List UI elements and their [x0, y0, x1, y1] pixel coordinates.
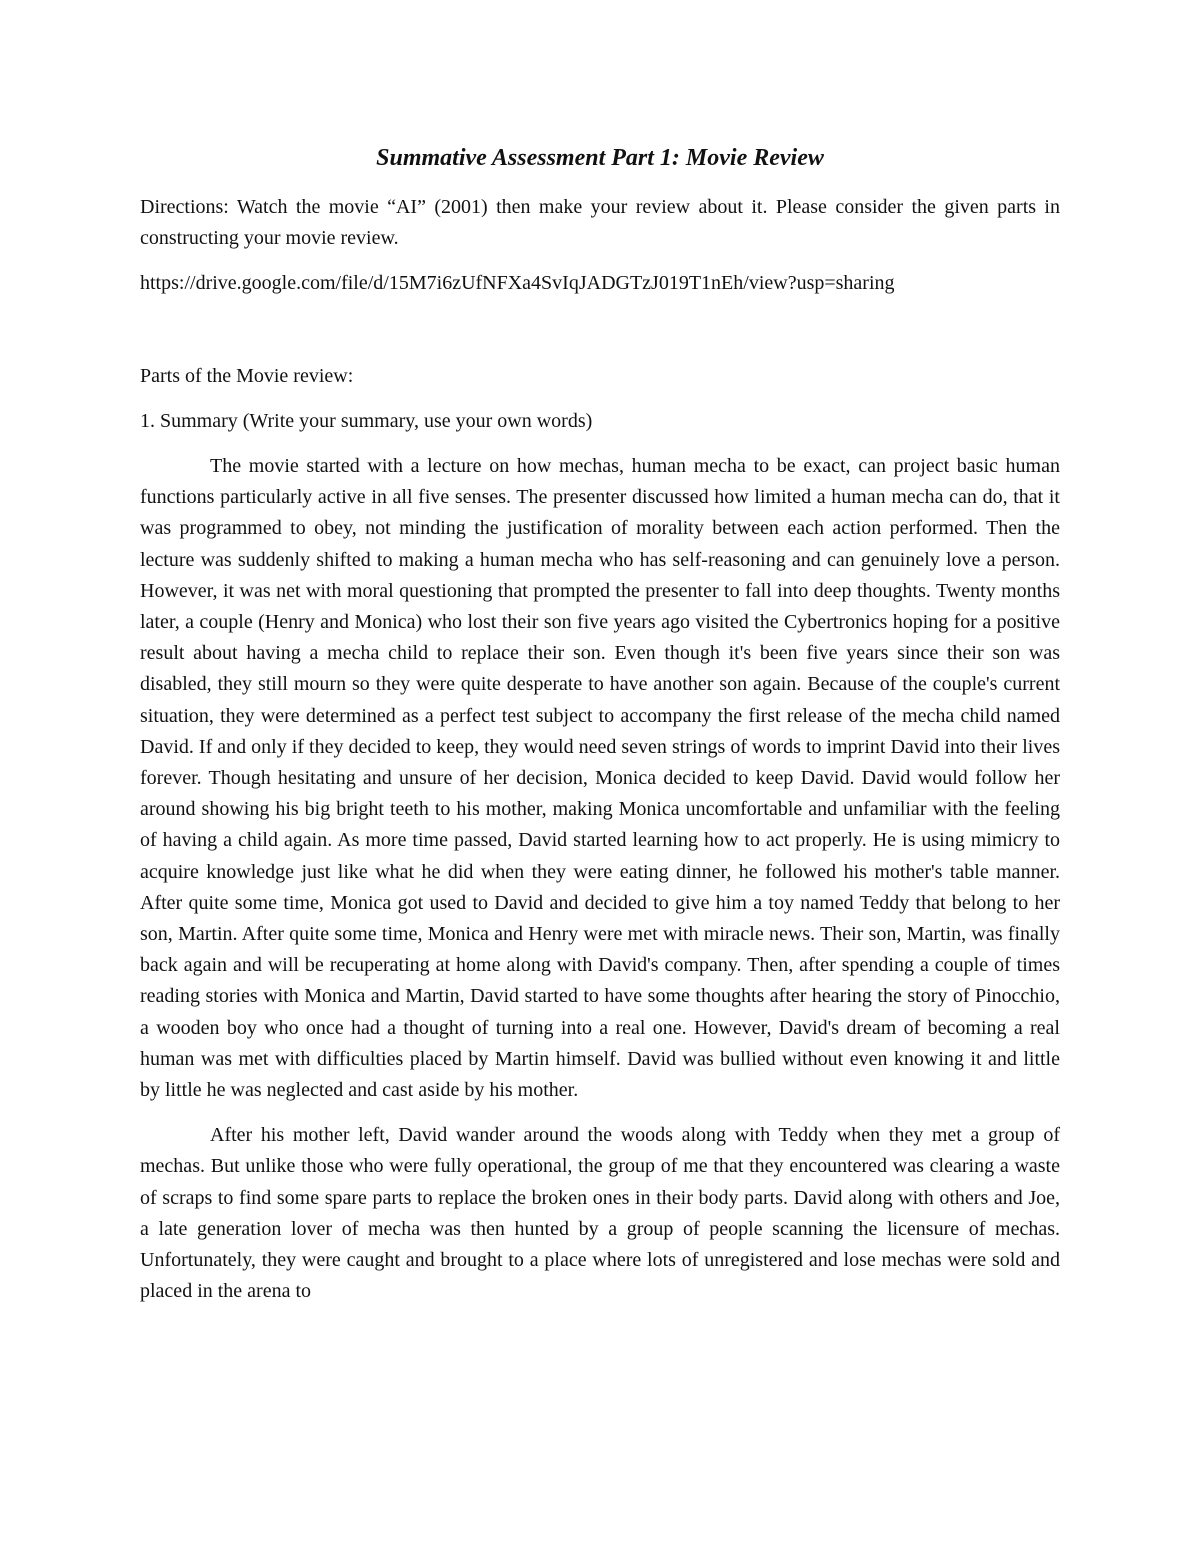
document-page [140, 138, 1060, 1321]
summary-paragraph-2: After his mother left, David wander around the woods along with Teddy when they met a group of mechas. But unlike those who were fully operational, the group of me that they encountered was clearing a waste of scraps to find some spare parts to replace the broken ones in their body parts. David along with others and Joe, a late generation lover of mecha was then hunted by a group of people scanning the licensure of mechas. Unfortunately, they were caught and brought to a place where lots of unregistered and lose mechas were sold and placed in the arena to [140, 1124, 1060, 1303]
summary-paragraph-1: The movie started with a lecture on how mechas, human mecha to be exact, can project basic human functions particularly active in all five senses. The presenter discussed how limited a human mecha can do, that it was programmed to obey, not minding the justification of morality between each action performed. Then the lecture was suddenly shifted to making a human mecha who has self-reasoning and can genuinely love a person. However, it was net with moral questioning that prompted the presenter to fall into deep thoughts. Twenty months later, a couple (Henry and Monica) who lost their son five years ago visited the Cybertronics hoping for a positive result about having a mecha child to replace their son. Even though it's been five years since their son was disabled, they still mourn so they were quite desperate to have another son again. Because of the couple's current situation, they were determined as a perfect test subject to accompany the first release of the mecha child named David. If and only if they decided to keep, they would need seven strings of words to imprint David into their lives forever. Though hesitating and unsure of her decision, Monica decided to keep David. David would follow her around showing his big bright teeth to his mother, making Monica uncomfortable and unfamiliar with the feeling of having a child again. As more time passed, David started learning how to act properly. He is using mimicry to acquire knowledge just like what he did when they were eating dinner, he followed his mother's table manner. After quite some time, Monica got used to David and decided to give him a toy named Teddy that belong to her son, Martin. After quite some time, Monica and Henry were met with miracle news. Their son, Martin, was finally back again and will be recuperating at home along with David's company. Then, after spending a couple of times reading stories with Monica and Martin, David started to have some thoughts after hearing the story of Pinocchio, a wooden boy who once had a thought of turning into a real one. However, David's dream of becoming a real human was met with difficulties placed by Martin himself. David was bullied without even knowing it and little by little he was neglected and cast aside by his mother. [140, 455, 1060, 1102]
summary-heading: 1. Summary (Write your summary, use your own words) [140, 410, 593, 432]
movie-link[interactable]: https://drive.google.com/file/d/15M7i6zUfNFXa4SvIqJADGTzJ019T1nEh/view?usp=sharing [140, 272, 895, 294]
directions-text: Directions: Watch the movie “AI” (2001) then make your review about it. Please consider the given parts in constructing your movie review. [140, 196, 1060, 249]
parts-heading: Parts of the Movie review: [140, 365, 354, 387]
document-title: Summative Assessment Part 1: Movie Review [376, 145, 824, 171]
